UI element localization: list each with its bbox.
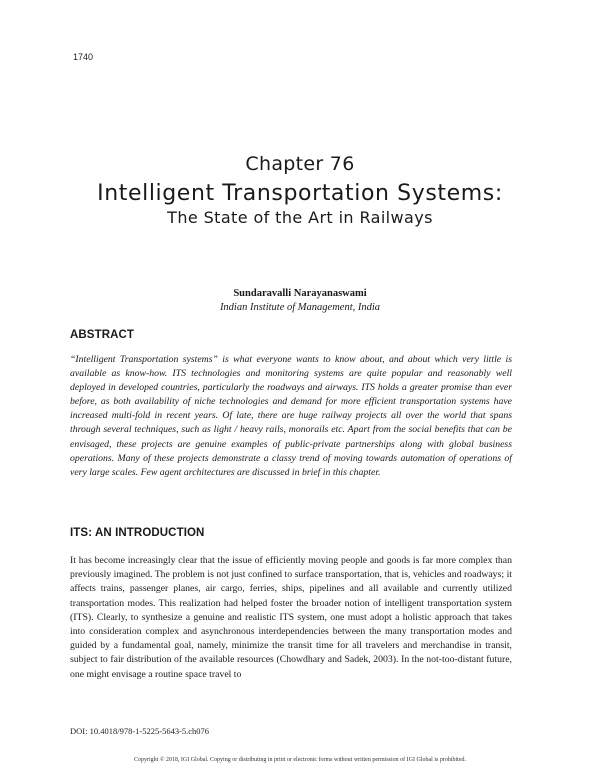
doi: DOI: 10.4018/978-1-5225-5643-5.ch076: [70, 726, 210, 736]
introduction-heading: ITS: AN INTRODUCTION: [70, 527, 205, 539]
abstract-text: “Intelligent Transportation systems” is what everyone wants to know about, and about which very little is available as know-how. ITS technologies and monitoring systems are quite popular and reasonably well deployed in developed countries, particularly the roadways and airways. ITS holds a greater promise than ever before, as both availability of niche technologies and demand for more efficient transportation systems have increased multi-fold in recent years. Of late, there are huge railway projects all over the world that spans through several techniques, such as light / heavy rails, monorails etc. Apart from the social benefits that can be envisaged, these projects are genuine examples of public-private partnerships along with global business operations. Many of these projects demonstrate a classy trend of moving towards automation of operations of very large scales. Few agent architectures are discussed in brief in this chapter.: [70, 354, 512, 478]
author-block: [60, 287, 540, 315]
chapter-label: Chapter 76: [245, 153, 355, 175]
author-name: Sundaravalli Narayanaswami: [233, 288, 367, 299]
chapter-title: Intelligent Transportation Systems:: [97, 181, 503, 206]
introduction-text: It has become increasingly clear that the issue of efficiently moving people and goods is far more complex than previously imagined. The problem is not just confined to surface transportation, that is, vehicles and roadways; it affects trains, passenger planes, air cargo, ferries, ships, pipelines and all available and currently utilized transportation modes. This realization had helped foster the broader notion of intelligent transportation system (ITS). Clearly, to synthesize a genuine and realistic ITS system, one must adopt a holistic approach that takes into consideration complex and asynchronous interdependencies between the many transportation modes and guided by a fundamental goal, namely, minimize the transit time for all travelers and merchandise in transit, subject to fair distribution of the available resources (Chowdhary and Sadek, 2003). In the not-too-distant future, one might envisage a routine space travel to: [70, 555, 512, 680]
chapter-heading: [60, 151, 540, 228]
author-affiliation: Indian Institute of Management, India: [219, 302, 381, 313]
copyright-notice: Copyright © 2018, IGI Global. Copying or distributing in print or electronic forms without written permission of IGI Global is prohibited.: [133, 757, 466, 763]
abstract-heading: ABSTRACT: [70, 329, 135, 341]
chapter-subtitle: The State of the Art in Railways: [167, 208, 433, 227]
page-number: 1740: [73, 52, 94, 62]
